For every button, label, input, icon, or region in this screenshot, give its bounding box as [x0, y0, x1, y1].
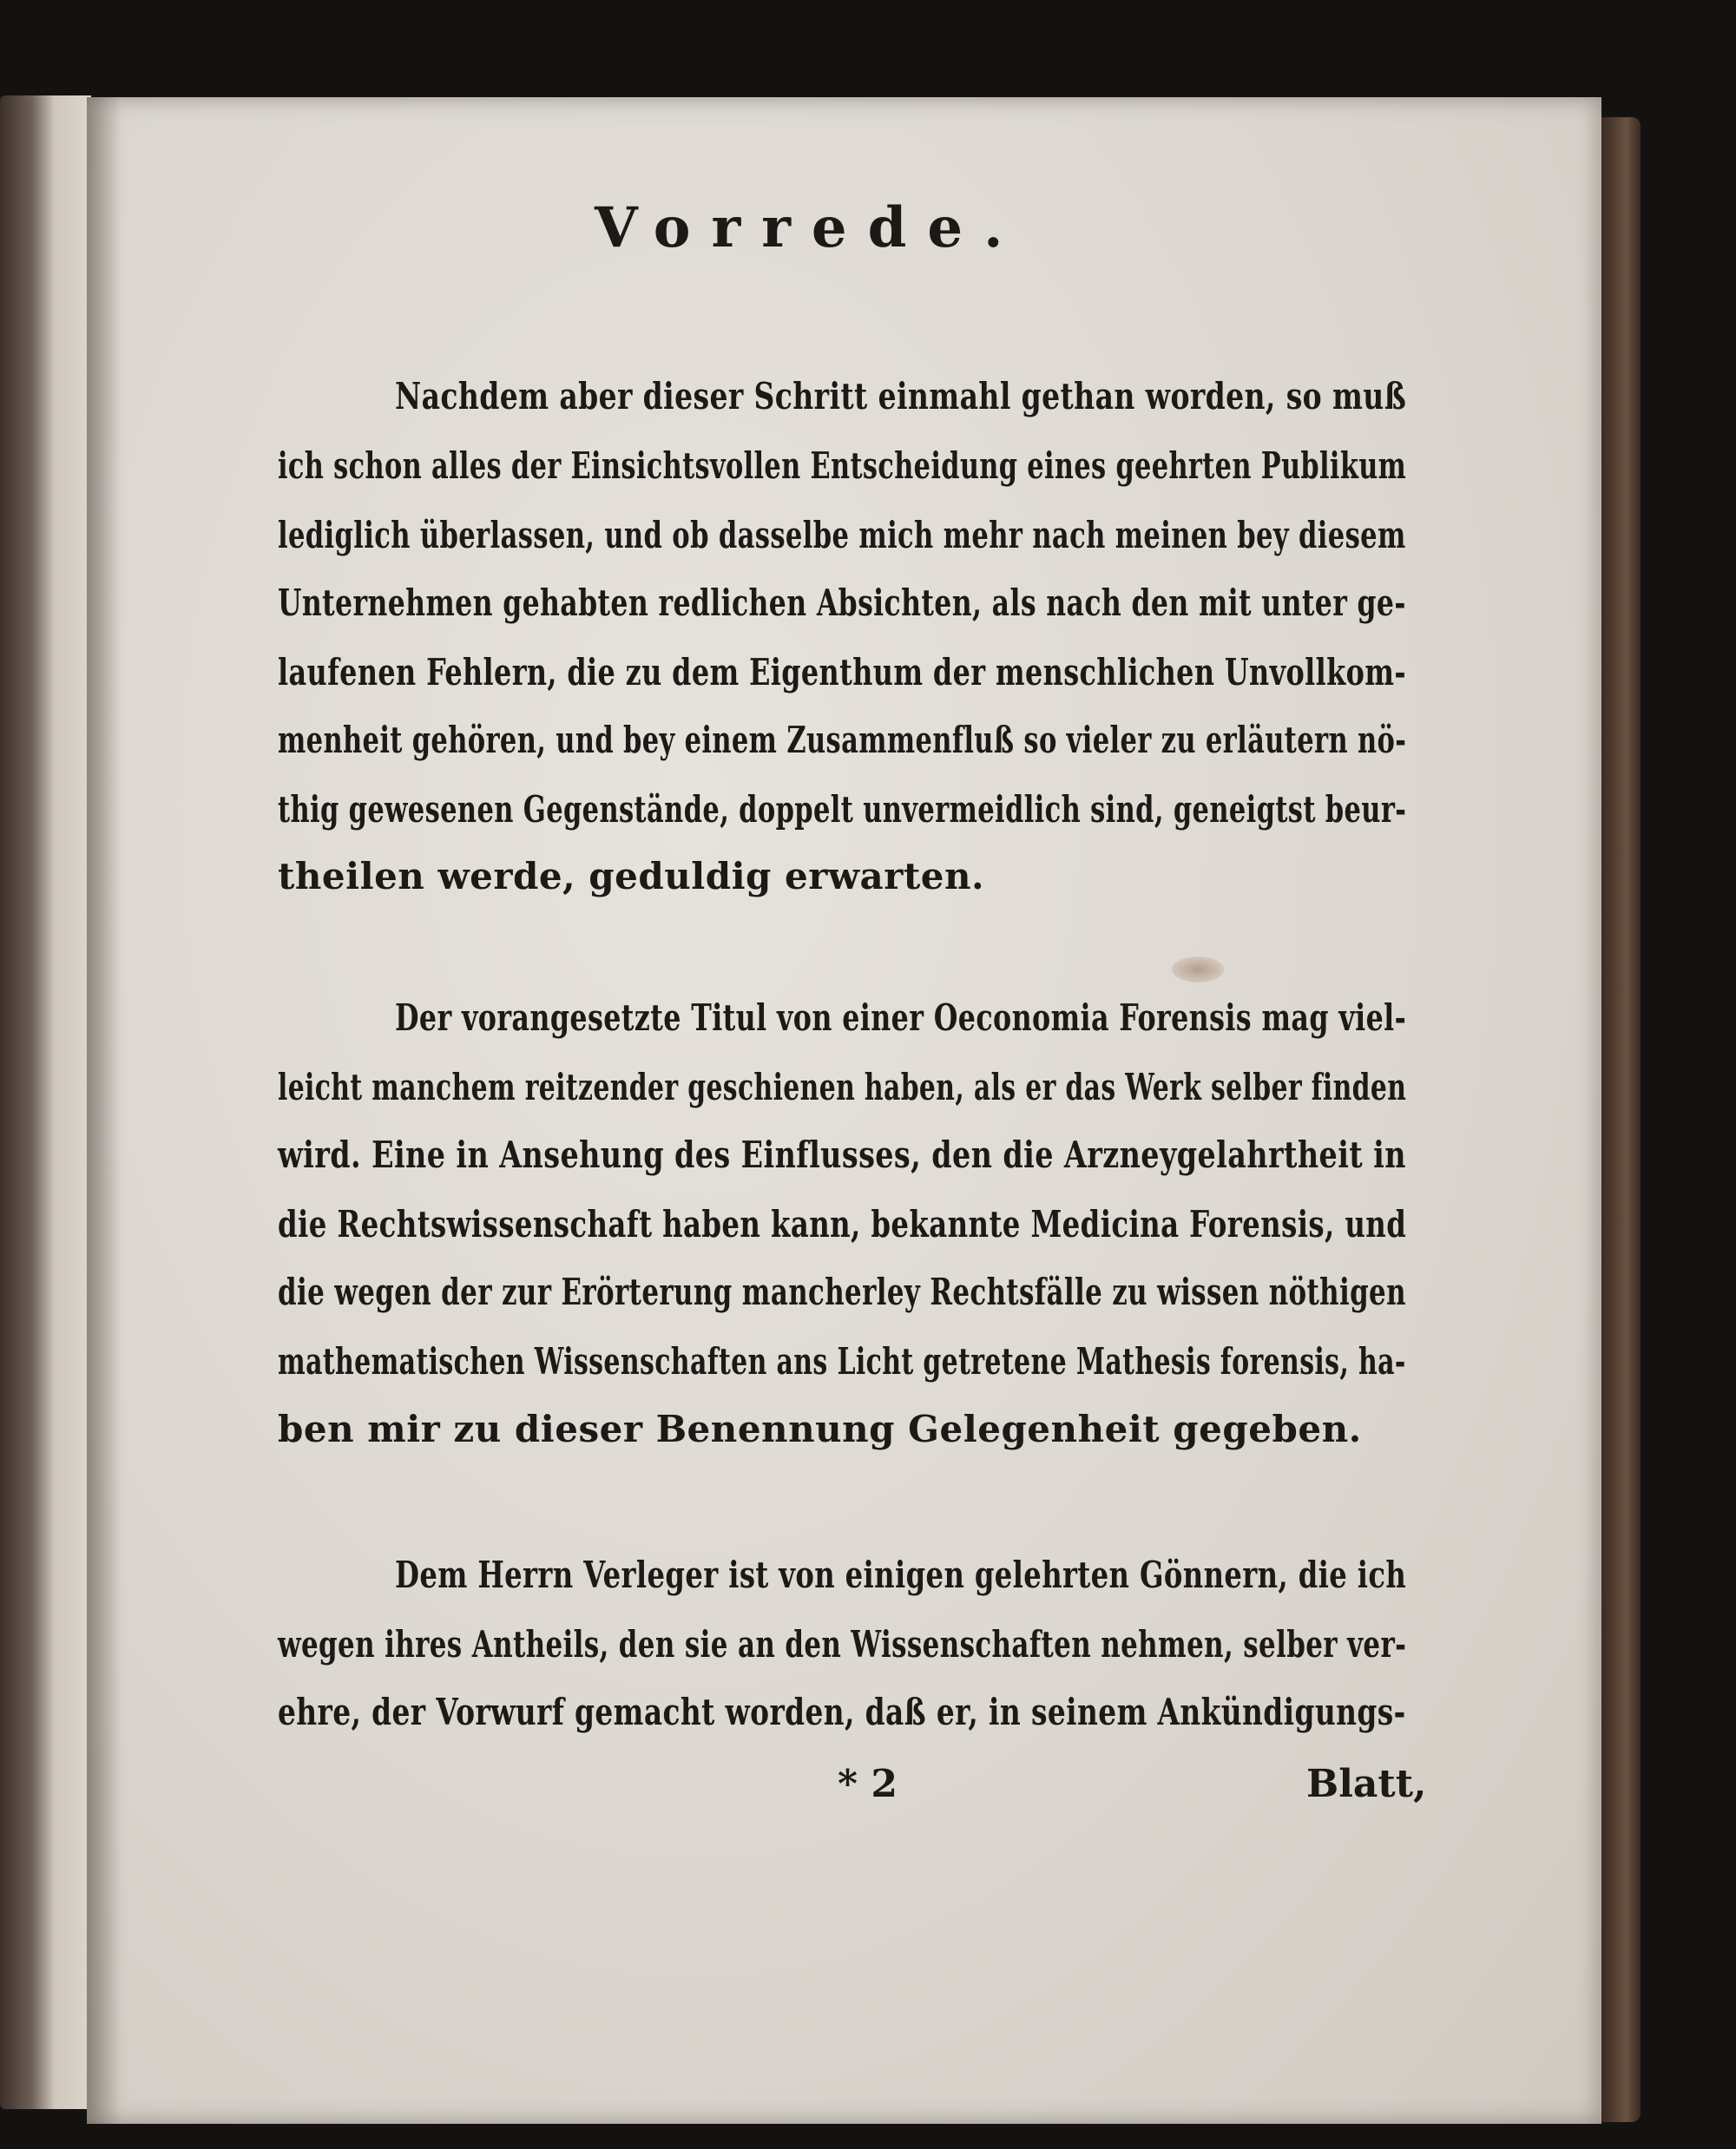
text-line: ben mir zu dieser Benennung Gelegenheit gegeben.	[278, 1408, 1362, 1450]
text-line: laufenen Fehlern, die zu dem Eigenthum der menschlichen Unvollkom-	[278, 651, 1406, 693]
left-page-edge	[0, 95, 91, 2109]
text-line: ehre, der Vorwurf gemacht worden, daß er, in seinem Ankündigungs-	[278, 1691, 1406, 1733]
page-gutter-shadow	[87, 97, 122, 2124]
text-line: Der vorangesetzte Titul von einer Oeconomia Forensis mag viel-	[395, 996, 1407, 1039]
text-line: Dem Herrn Verleger ist von einigen gelehrten Gönnern, die ich	[395, 1554, 1407, 1596]
text-line: theilen werde, geduldig erwarten.	[278, 855, 985, 897]
text-line: die wegen der zur Erörterung mancherley Rechtsfälle zu wissen nöthigen	[278, 1271, 1406, 1313]
signature-mark: * 2	[838, 1762, 898, 1806]
text-line: wegen ihres Antheils, den sie an den Wissenschaften nehmen, selber ver-	[278, 1623, 1407, 1666]
text-line: lediglich überlassen, und ob dasselbe mich mehr nach meinen bey diesem	[278, 514, 1406, 556]
text-line: menheit gehören, und bey einem Zusammenfluß so vieler zu erläutern nö-	[278, 719, 1407, 761]
text-line: mathematischen Wissenschaften ans Licht getretene Mathesis forensis, ha-	[278, 1340, 1406, 1383]
text-line: ich schon alles der Einsichtsvollen Entscheidung eines geehrten Publikum	[278, 444, 1407, 487]
text-line: wird. Eine in Ansehung des Einflusses, den die Arzneygelahrtheit in	[278, 1134, 1406, 1176]
catchword: Blatt,	[1306, 1762, 1427, 1806]
foxing-stain	[1172, 956, 1224, 982]
page-heading: Vorrede.	[595, 195, 1024, 260]
text-line: leicht manchem reitzender geschienen haben, als er das Werk selber finden	[278, 1066, 1407, 1108]
text-line: thig gewesenen Gegenstände, doppelt unvermeidlich sind, geneigtst beur-	[278, 788, 1407, 831]
text-line: die Rechtswissenschaft haben kann, bekannte Medicina Forensis, und	[278, 1203, 1407, 1245]
text-line: Nachdem aber dieser Schritt einmahl gethan worden, so muß	[395, 375, 1407, 417]
text-line: Unternehmen gehabten redlichen Absichten, als nach den mit unter ge-	[278, 582, 1406, 624]
